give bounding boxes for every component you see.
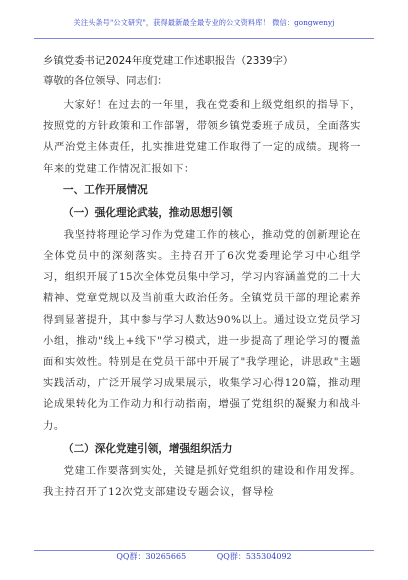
header-banner: 关注头条号"公文研究"，获得最新最全最专业的公文资料库！ 微信：gongwenyj (73, 18, 335, 27)
document-title: 乡镇党委书记2024年度党建工作述职报告（2339字） (43, 55, 294, 67)
paragraph-organization: 党建工作要落到实处，关键是抓好党组织的建设和作用发挥。我主持召开了12次党支部建设专题会议，督导检 (43, 464, 361, 499)
footer-banner (0, 551, 408, 562)
paragraph-intro: 大家好！在过去的一年里，我在党委和上级党组织的指导下，按照党的方针政策和工作部署，带领乡镇党委班子成员，全面落实从严治党主体责任，扎实推进党建工作取得了一定的成绩。现将一年来的党建工作情况汇报如下： (43, 99, 361, 175)
greeting: 尊敬的各位领导、同志们： (43, 75, 168, 87)
footer-qq-group-2: QQ群：535304092 (216, 552, 292, 561)
section-heading: 一、工作开展情况 (63, 183, 148, 196)
document-body (43, 52, 361, 503)
header-divider (34, 38, 374, 39)
subsection-heading: （二）深化党建引领，增强组织活力 (63, 442, 233, 455)
paragraph-theory: 我坚持将理论学习作为党建工作的核心，推动党的创新理论在全体党员中的深刻落实。主持召开了6次党委理论学习中心组学习，组织开展了15次全体党员集中学习，学习内容涵盖党的二十大精神、党章党规以及当前重大政治任务。全镇党员干部的理论素养得到显著提升，其中参与学习人数达90%以上。通过设立党员学习小组，推动"线上+线下"学习模式，进一步提高了理论学习的覆盖面和实效性。特别是在党员干部中开展了"我学理论，讲思政"主题实践活动，广泛开展学习成果展示，收集学习心得120篇，推动理论成果转化为工作动力和行动指南，增强了党组织的凝聚力和战斗力。 (43, 228, 361, 432)
footer-qq-group-1: QQ群：30265665 (116, 552, 187, 561)
subsection-heading: （一）强化理论武装，推动思想引领 (63, 206, 233, 219)
